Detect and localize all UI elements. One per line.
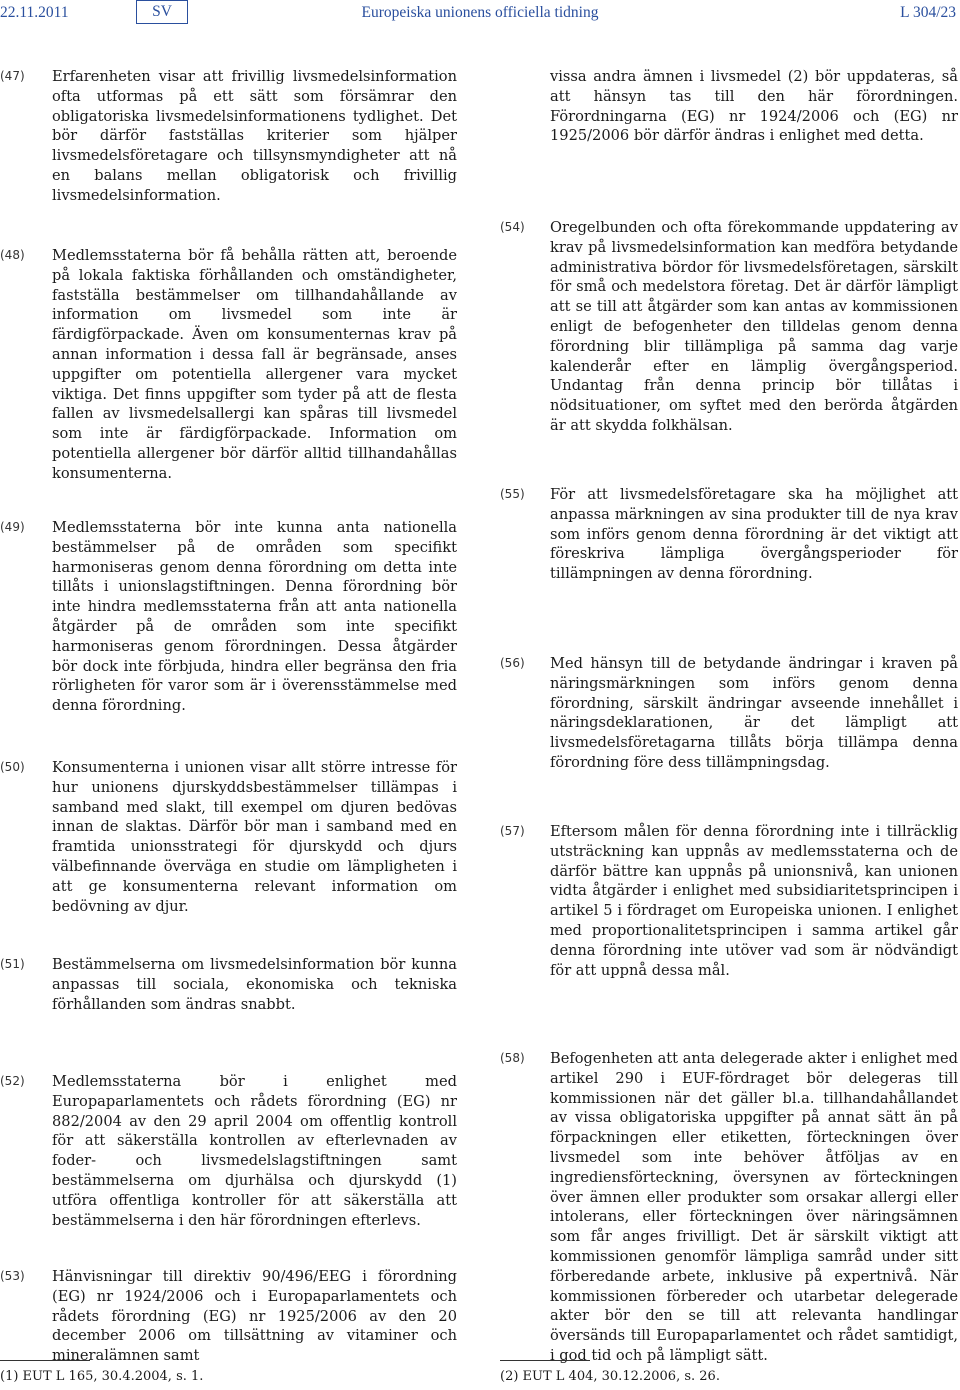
recital-text: Medlemsstaterna bör inte kunna anta nationella bestämmelser på de områden som specifikt harmoniseras genom denna förordning om detta inte tillåts i unionslagstiftningen. Denna förordning bör inte hindra medlemsstaterna från att anta nationella åtgärder på de områden som inte specifikt harmoniseras genom förordningen. Dessa åtgärder bör dock inte förbjuda, hindra eller begränsa den fria rörligheten för varor som är i överensstämmelse med denna förordning. [52,519,457,715]
recital-58 [500,1049,960,1366]
journal-title: Europeiska unionens officiella tidning [361,4,599,21]
language-badge: SV [136,0,188,24]
publication-date: 22.11.2011 [0,4,69,21]
page-header [0,0,960,40]
footnote-2: (2) EUT L 404, 30.12.2006, s. 26. [500,1369,720,1384]
recital-55 [500,485,960,584]
recital-53 [0,1267,470,1366]
recital-text: Erfarenheten visar att frivillig livsmedelsinformation ofta utformas på ett sätt som försämrar den obligatoriska livsmedelsinformationens tydlighet. Det bör därför fastställas kriterier som hjälper livsmedelsföretagare och tillsynsmyndigheter att nå en balans mellan obligatorisk och frivillig livsmedelsinformation. [52,68,457,204]
recital-49 [0,518,470,716]
recital-number: (50) [0,760,25,774]
recital-text: Bestämmelserna om livsmedelsinformation bör kunna anpassas till sociala, ekonomiska och tekniska förhållanden som ändras snabbt. [52,956,457,1013]
recital-47 [0,67,470,206]
recital-number: (54) [500,220,525,234]
recital-text: Med hänsyn till de betydande ändringar i kraven på näringsmärkningen som införs genom denna förordning, särskilt ändringar avseende innehållet i näringsdeklarationen, är det lämpligt att livsmedelsföretagarna tillåts börja tillämpa denna förordning före dess tillämpningsdag. [550,655,958,771]
recital-number: (48) [0,248,25,262]
recital-54 [500,218,960,436]
recital-56 [500,654,960,773]
recital-number: (58) [500,1051,525,1065]
recital-48 [0,246,470,484]
recital-number: (47) [0,69,25,83]
recital-number: (53) [0,1269,25,1283]
recital-57 [500,822,960,980]
footnote-divider-right [500,1360,590,1361]
recital-text: Medlemsstaterna bör få behålla rätten att, beroende på lokala faktiska förhållanden och omständigheter, fastställa bestämmelser om tillhandahållande av information om livsmedel som inte är färdigförpackade. Även om konsumenternas krav på annan information i dessa fall är begränsade, anses uppgifter om potentiella allergener vara mycket viktiga. Det finns uppgifter som tyder på att de flesta fallen av livsmedelsallergi kan spåras till livsmedel som inte är färdigförpackade. Information om potentiella allergener bör därför alltid tillhandahållas konsumenterna. [52,247,457,482]
footnote-divider-left [0,1360,90,1361]
recital-51 [0,955,470,1014]
recital-number: (51) [0,957,25,971]
footnote-1: (1) EUT L 165, 30.4.2004, s. 1. [0,1369,204,1384]
recital-text: Oregelbunden och ofta förekommande uppdatering av krav på livsmedelsinformation kan medföra betydande administrativa bördor för livsmedelsföretagen, särskilt för små och medelstora företag. Det är därför lämpligt att se till att åtgärder som kan antas av kommissionen enligt de befogenheter den tilldelas genom denna förordning blir tillämpliga på samma dag varje kalenderår efter en lämplig övergångsperiod. Undantag från denna princip bör tillåtas i nödsituationer, om syftet med den berörda åtgärden är att skydda folkhälsan. [550,219,958,434]
recital-text: Medlemsstaterna bör i enlighet med Europaparlamentets och rådets förordning (EG) nr 882/2004 av den 29 april 2004 om offentlig kontroll för att säkerställa kontrollen av efterlevnaden av foder- och livsmedelslagstiftningen samt bestämmelserna om djurhälsa och djurskydd (1) utföra offentliga kontroller för att säkerställa att bestämmelserna i den här förordningen efterlevs. [52,1073,457,1229]
recital-text: Befogenheten att anta delegerade akter i enlighet med artikel 290 i EUF-fördraget bör delegeras till kommissionen när det gäller bl.a. tillhandahållandet av vissa obligatoriska uppgifter på annat sätt än på förpackningen eller etiketten, förteckningen över livsmedel som inte behöver åtföljas av en ingrediensförteckning, översynen av förteckningen över ämnen eller produkter som orsakar allergi eller intolerans, eller förteckningen över näringsämnen som får anges frivilligt. Det är särskilt viktigt att kommissionen genomför lämpliga samråd under sitt förberedande arbete, inklusive på expertnivå. När kommissionen förbereder och utarbetar delegerade akter bör den se till att relevanta handlingar översänds till Europaparlamentet och rådet samtidigt, i god tid och på lämpligt sätt. [550,1050,958,1364]
recital-text: Hänvisningar till direktiv 90/496/EEG i förordning (EG) nr 1924/2006 och i Europaparlamentets och rådets förordning (EG) nr 1925/2006 av den 20 december 2006 om tillsättning av vitaminer och mineralämnen samt [52,1268,457,1365]
recital-text: För att livsmedelsföretagare ska ha möjlighet att anpassa märkningen av sina produkter till de nya krav som införs genom denna förordning är det viktigt att föreskriva lämpliga övergångsperioder för tillämpningen av denna förordning. [550,486,958,583]
recital-number: (52) [0,1074,25,1088]
recital-number: (55) [500,487,525,501]
page-number: L 304/23 [900,4,956,21]
recital-number: (56) [500,656,525,670]
recital-50 [0,758,470,916]
recital-number: (57) [500,824,525,838]
recital-number: (49) [0,520,25,534]
recital-53-continuation: vissa andra ämnen i livsmedel (2) bör uppdateras, så att hänsyn tas till den här förordningen. Förordningarna (EG) nr 1924/2006 och (EG) nr 1925/2006 bör därför ändras i enlighet med detta. [550,68,958,145]
recital-text: Eftersom målen för denna förordning inte i tillräcklig utsträckning kan uppnås av medlemsstaterna och de därför bättre kan uppnås på unionsnivå, kan unionen vidta åtgärder i enlighet med subsidiaritetsprincipen i artikel 5 i fördraget om Europeiska unionen. I enlighet med proportionalitetsprincipen i samma artikel går denna förordning inte utöver vad som är nödvändigt för att uppnå dessa mål. [550,823,958,979]
recital-text: Konsumenterna i unionen visar allt större intresse för hur unionens djurskyddsbestämmelser tillämpas i samband med slakt, till exempel om djuren bedövas innan de slaktas. Därför bör man i samband med en framtida unionsstrategi för djurskydd och djurs välbefinnande överväga en studie om lämpligheten i att ge konsumenterna relevant information om bedövning av djur. [52,759,457,915]
recital-52 [0,1072,470,1230]
